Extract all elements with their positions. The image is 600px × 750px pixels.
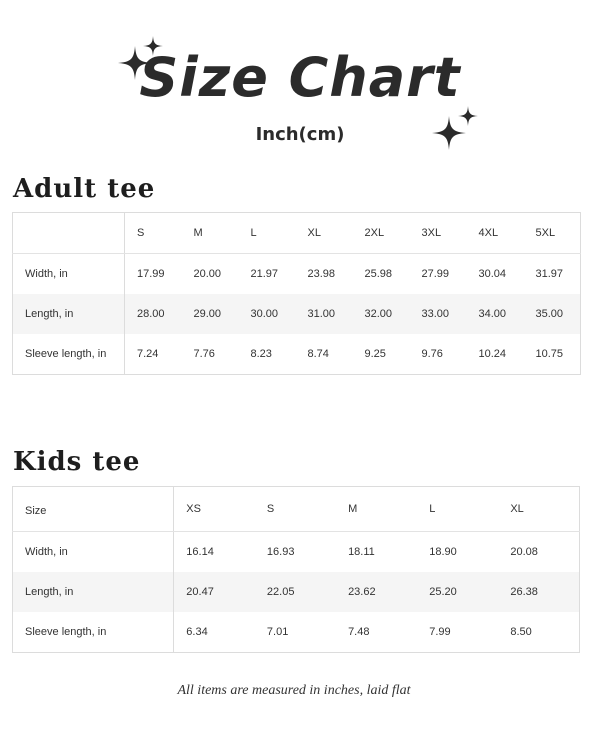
table-cell: 27.99 xyxy=(421,268,450,280)
table-row xyxy=(13,334,581,375)
table-cell: 7.76 xyxy=(193,348,215,360)
size-header: 5XL xyxy=(524,213,581,254)
size-header: 3XL xyxy=(410,213,467,254)
table-cell: 26.38 xyxy=(498,572,579,612)
kids-section-title: Kids tee xyxy=(13,447,141,477)
table-row xyxy=(13,294,581,334)
table-cell: 21.97 xyxy=(250,268,279,280)
size-header: L xyxy=(417,487,498,532)
table-row xyxy=(13,254,581,295)
table-cell: 30.04 xyxy=(478,268,507,280)
table-cell: 23.62 xyxy=(336,572,417,612)
table-cell: 20.47 xyxy=(174,572,255,612)
size-header: 4XL xyxy=(467,213,524,254)
table-row xyxy=(13,572,580,612)
table-cell: 25.20 xyxy=(417,572,498,612)
row-label: Length, in xyxy=(13,294,125,334)
table-cell: 16.93 xyxy=(266,546,295,558)
table-cell: 9.25 xyxy=(364,348,386,360)
table-cell: 18.90 xyxy=(429,546,457,558)
table-cell: 9.76 xyxy=(421,348,443,360)
size-header: 2XL xyxy=(353,213,410,254)
size-header: M xyxy=(336,487,417,532)
size-header: M xyxy=(182,213,239,254)
table-cell: 33.00 xyxy=(410,294,467,334)
size-header: XL xyxy=(498,487,579,532)
table-corner-cell xyxy=(13,213,125,254)
table-cell: 16.14 xyxy=(186,546,214,558)
table-cell: 31.00 xyxy=(296,294,353,334)
table-cell: 10.75 xyxy=(535,348,564,360)
table-cell: 18.11 xyxy=(348,546,375,558)
table-cell: 34.00 xyxy=(467,294,524,334)
table-cell: 7.48 xyxy=(348,626,370,638)
row-label: Width, in xyxy=(13,532,174,573)
table-cell: 17.99 xyxy=(137,268,165,280)
size-header: S xyxy=(125,213,182,254)
table-cell: 32.00 xyxy=(353,294,410,334)
row-label: Sleeve length, in xyxy=(13,334,125,375)
kids-size-table xyxy=(12,486,580,653)
page-title: Size Chart xyxy=(139,46,461,109)
adult-size-table xyxy=(12,212,581,375)
size-chart-header xyxy=(0,0,600,160)
table-cell: 30.00 xyxy=(239,294,296,334)
table-cell: 29.00 xyxy=(182,294,239,334)
table-cell: 7.24 xyxy=(137,348,159,360)
table-cell: 7.99 xyxy=(429,626,451,638)
adult-section-title: Adult tee xyxy=(13,174,156,204)
table-header-row xyxy=(13,213,581,254)
table-cell: 8.50 xyxy=(510,626,532,638)
size-header: XL xyxy=(296,213,353,254)
table-cell: 35.00 xyxy=(524,294,581,334)
table-cell: 6.34 xyxy=(186,626,208,638)
table-cell: 7.01 xyxy=(266,626,289,638)
sparkle-icon xyxy=(458,106,478,126)
row-label: Length, in xyxy=(13,572,174,612)
table-header-row xyxy=(13,487,580,532)
table-cell: 8.23 xyxy=(250,348,272,360)
table-cell: 31.97 xyxy=(535,268,564,280)
table-row xyxy=(13,612,580,653)
table-cell: 20.00 xyxy=(193,268,222,280)
table-cell: 22.05 xyxy=(255,572,336,612)
table-cell: 8.74 xyxy=(307,348,329,360)
table-cell: 10.24 xyxy=(478,348,507,360)
table-cell: 20.08 xyxy=(510,546,538,558)
table-cell: 25.98 xyxy=(364,268,393,280)
size-header: L xyxy=(239,213,296,254)
size-header: XS xyxy=(174,487,255,532)
table-cell: 28.00 xyxy=(125,294,182,334)
row-label: Sleeve length, in xyxy=(13,612,174,653)
unit-subtitle: Inch(cm) xyxy=(255,124,345,145)
table-cell: 23.98 xyxy=(307,268,336,280)
row-label: Width, in xyxy=(13,254,125,295)
size-header: S xyxy=(255,487,336,532)
measurement-footnote: All items are measured in inches, laid flat xyxy=(177,683,411,698)
table-corner-cell: Size xyxy=(13,487,174,532)
table-row xyxy=(13,532,580,573)
